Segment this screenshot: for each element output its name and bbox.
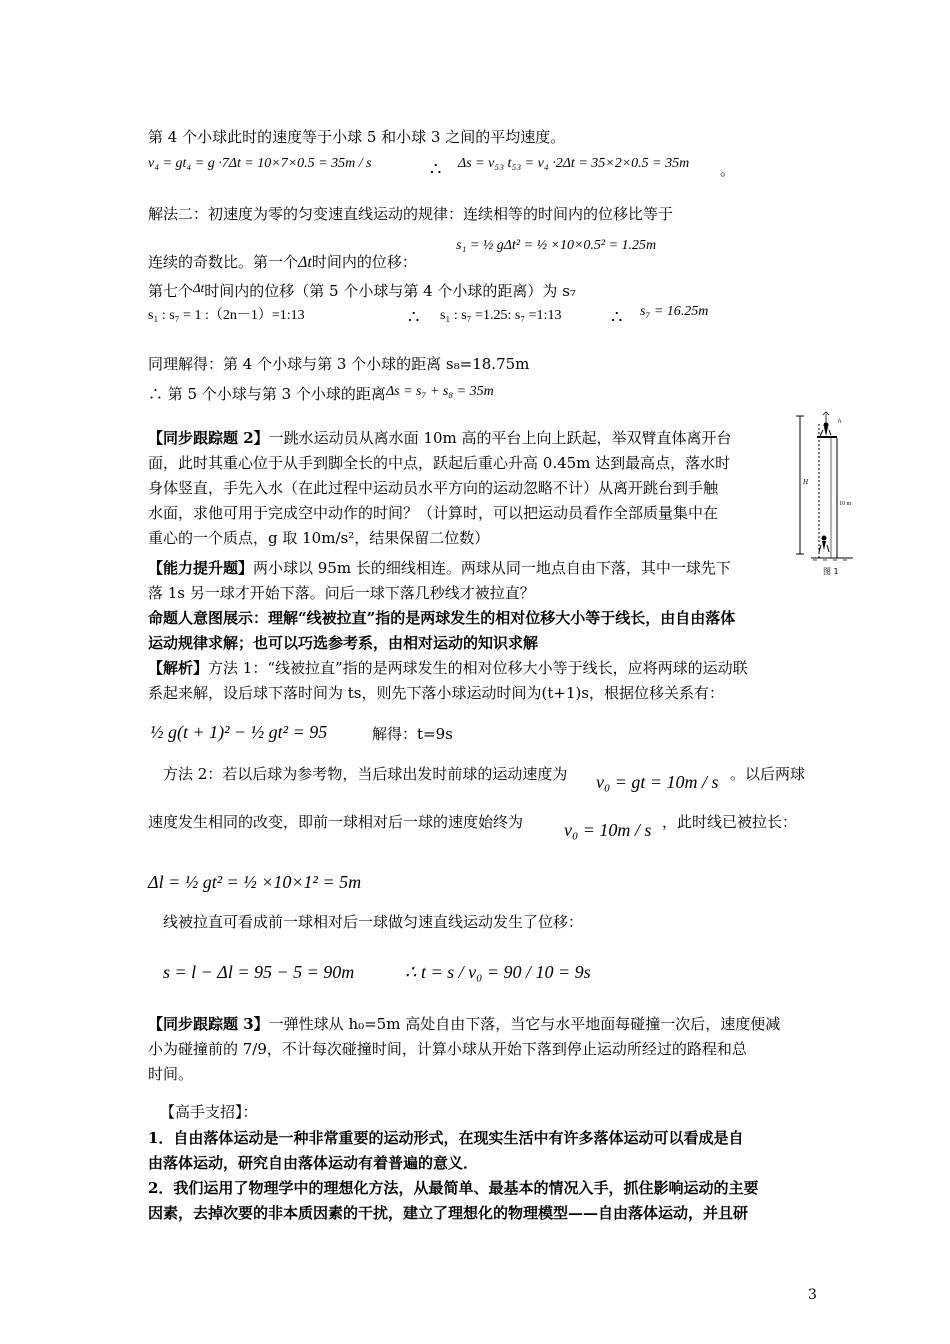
equation-delta-s: Δs = v₅₃ t₅₃ = v₄ ·2Δt = 35×2×0.5 = 35m xyxy=(458,156,690,171)
text-line: 水面，求他可用于完成空中动作的时间？（计算时，可以把运动员看作全部质量集中在 xyxy=(148,504,719,522)
therefore-symbol: ∴ xyxy=(611,307,623,328)
text-fragment: 速度发生相同的改变，即前一球相对后一球的速度始终为 xyxy=(148,813,524,831)
text-line: 线被拉直可看成前一球相对后一球做匀速直线运动发生了位移： xyxy=(163,913,584,931)
equation-v0: v₀ = 10m / s xyxy=(564,820,652,840)
section-label: 【高手支招】： xyxy=(160,1103,258,1121)
diver-figure xyxy=(793,410,855,580)
text-line: 落 1s 另一球才开始下落。问后一球下落几秒线才被拉直？ xyxy=(148,584,535,602)
text-line: 重心的一个质点，g 取 10m/s²，结果保留二位数） xyxy=(148,529,490,547)
text-fragment: 两小球以 95m 长的细线相连。两球从同一地点自由下落，其中一球先下 xyxy=(253,559,731,577)
text-line-bold: 2．我们运用了物理学中的理想化方法，从最简单、最基本的情况入手，抓住影响运动的主要 xyxy=(148,1179,759,1197)
equation-s: s = l − Δl = 95 − 5 = 90m xyxy=(163,962,355,982)
text-fragment: 时间内的位移（第 5 个小球与第 4 个小球的距离）为 s₇ xyxy=(204,282,576,300)
text-fragment: 时间内的位移： xyxy=(311,253,417,271)
text-fragment: 解得：t=9s xyxy=(372,725,453,743)
text-fragment: 一弹性球从 h₀=5m 高处自由下落，当它与水平地面每碰撞一次后，速度便减 xyxy=(268,1015,781,1033)
figure-label-10m: 10 m xyxy=(839,501,852,507)
text-line xyxy=(148,558,731,578)
equation-ratio: s₁ : s₇ = 1 :（2n－1）=1:13 xyxy=(148,308,305,323)
equation-ratio-2: s₁ : s₇ =1.25: s₇ =1:13 xyxy=(440,308,562,323)
equation-1: ½ g(t + 1)² − ½ gt² = 95 xyxy=(150,722,328,742)
figure-label-h: h xyxy=(838,419,841,425)
text-line-bold: 因素，去掉次要的非本质因素的干扰，建立了理想化的物理模型——自由落体运动，并且研 xyxy=(148,1204,749,1222)
delta-t-symbol: Δt xyxy=(193,280,205,295)
equation-delta-l: Δl = ½ gt² = ½ ×10×1² = 5m xyxy=(148,872,362,892)
text-line: 同理解得：第 4 个小球与第 3 个小球的距离 s₈=18.75m xyxy=(148,355,530,373)
section-label: 【同步跟踪题 2】 xyxy=(148,429,269,447)
text-fragment: 方法 2：若以后球为参考物，当后球出发时前球的运动速度为 xyxy=(163,765,568,783)
period: 。 xyxy=(720,161,736,179)
text-fragment: 一跳水运动员从离水面 10m 高的平台上向上跃起，举双臂直体离开台 xyxy=(268,429,732,447)
text-fragment: 。以后两球 xyxy=(730,765,806,783)
section-label: 【能力提升题】 xyxy=(148,559,254,577)
equation-s1: s₁ = ½ gΔt² = ½ ×10×0.5² = 1.25m xyxy=(456,238,657,253)
equation-s7: s₇ = 16.25m xyxy=(640,304,709,319)
equation-v4: v₄ = gt₄ = g ·7Δt = 10×7×0.5 = 35m / s xyxy=(148,156,372,171)
text-line-bold: 运动规律求解；也可以巧选参考系，由相对运动的知识求解 xyxy=(148,634,539,652)
text-fragment: 连续的奇数比。第一个 xyxy=(148,253,299,271)
therefore-symbol: ∴ xyxy=(430,159,442,180)
text-line-bold: 1．自由落体运动是一种非常重要的运动形式，在现实生活中有许多落体运动可以看成是自 xyxy=(148,1129,744,1147)
text-line: 身体竖直，手先入水（在此过程中运动员水平方向的运动忽略不计）从离开跳台到手触 xyxy=(148,479,719,497)
text-line-bold: 命题人意图展示：理解“线被拉直”指的是两球发生的相对位移大小等于线长，由自由落体 xyxy=(148,609,736,627)
text-fragment: ∴ 第 5 个小球与第 3 个小球的距离 xyxy=(148,385,386,403)
delta-t-symbol: Δt xyxy=(298,254,312,271)
text-line xyxy=(148,252,417,273)
text-line: 解法二：初速度为零的匀变速直线运动的规律：连续相等的时间内的位移比等于 xyxy=(148,205,674,223)
figure-caption: 图 1 xyxy=(823,567,839,576)
page-number: 3 xyxy=(808,1287,817,1303)
equation-v0: v₀ = gt = 10m / s xyxy=(596,772,719,792)
therefore-symbol: ∴ xyxy=(408,307,420,328)
section-label: 【同步跟踪题 3】 xyxy=(148,1015,269,1033)
text-line: 系起来解，设后球下落时间为 ts，则先下落小球运动时间为(t+1)s，根据位移关系有： xyxy=(148,684,725,702)
text-line xyxy=(148,1014,780,1034)
equation-t: ∴ t = s / v₀ = 90 / 10 = 9s xyxy=(405,962,591,982)
text-fragment: ，此时线已被拉长： xyxy=(662,813,798,831)
equation-delta-s: Δs = s₇ + s₈ = 35m xyxy=(385,384,494,399)
text-line-bold: 由落体运动，研究自由落体运动有着普遍的意义． xyxy=(148,1154,479,1172)
figure-label-H: H xyxy=(803,478,809,486)
text-line: 面，此时其重心位于从手到脚全长的中点，跃起后重心升高 0.45m 达到最高点，落水时 xyxy=(148,454,731,472)
text-fragment: 方法 1：“线被拉直”指的是两球发生的相对位移大小等于线长，应将两球的运动联 xyxy=(208,659,748,677)
text-line xyxy=(148,382,494,404)
text-line: 时间。 xyxy=(148,1065,194,1083)
text-line: 小为碰撞前的 7/9，不计每次碰撞时间，计算小球从开始下落到停止运动所经过的路程和总 xyxy=(148,1040,747,1058)
section-label: 【解析】 xyxy=(148,659,209,677)
text-line xyxy=(148,658,748,678)
text-fragment: 第七个 xyxy=(148,282,194,300)
text-line xyxy=(148,428,732,448)
text-line: 第 4 个小球此时的速度等于小球 5 和小球 3 之间的平均速度。 xyxy=(148,128,566,146)
text-line xyxy=(148,278,576,301)
